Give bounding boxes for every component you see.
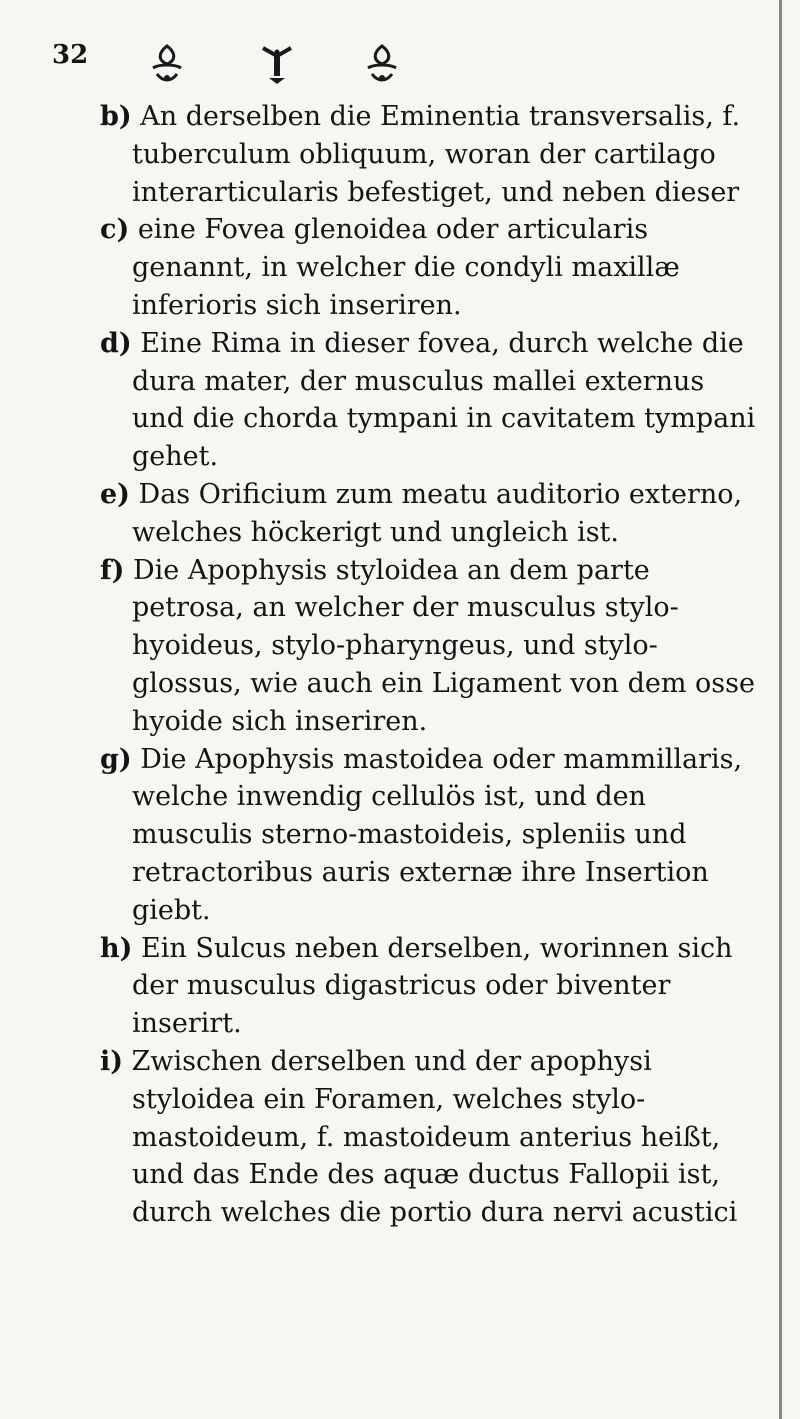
list-item bbox=[100, 552, 760, 741]
item-text: Das Orificium zum meatu auditorio externo, welches höckerigt und ungleich ist. bbox=[132, 478, 743, 548]
list-item bbox=[100, 476, 760, 552]
item-letter: b) bbox=[100, 101, 132, 132]
item-text: Eine Rima in dieser fovea, durch welche die dura mater, der musculus mallei externus und die chorda tympani in cavitatem tympani gehet. bbox=[132, 327, 756, 473]
item-letter: f) bbox=[100, 554, 125, 586]
page-number: 32 bbox=[52, 40, 89, 70]
page-header bbox=[52, 40, 752, 90]
item-text: eine Fovea glenoidea oder articularis genannt, in welcher die condyli maxillæ inferioris sich inseriren. bbox=[132, 214, 680, 321]
fleuron-icon bbox=[362, 42, 402, 86]
item-letter: c) bbox=[100, 214, 130, 246]
item-text: Die Apophysis styloidea an dem parte petrosa, an welcher der musculus stylo-hyoideus, stylo-pharyngeus, und stylo-glossus, wie auch ein Ligament von dem osse hyoide sich inseriren. bbox=[132, 554, 755, 737]
item-text: Ein Sulcus neben derselben, worinnen sich der musculus digastricus oder biventer inserirt. bbox=[132, 932, 733, 1040]
item-text: Die Apophysis mastoidea oder mammillaris, welche inwendig cellulös ist, und den musculis sterno-mastoideis, spleniis und retractoribus auris externæ ihre Insertion giebt. bbox=[132, 743, 743, 926]
item-letter: e) bbox=[100, 478, 130, 510]
list-item bbox=[100, 98, 760, 211]
fleuron-icon bbox=[257, 42, 297, 86]
item-text: An derselben die Eminentia transversalis, f. tuberculum obliquum, woran der cartilago interarticularis befestiget, und neben dieser bbox=[132, 101, 741, 208]
list-item bbox=[100, 741, 760, 930]
item-letter: g) bbox=[100, 743, 132, 775]
item-letter: i) bbox=[100, 1045, 124, 1077]
list-item bbox=[100, 1043, 760, 1232]
fleuron-icon bbox=[147, 42, 187, 86]
list-item bbox=[100, 211, 760, 324]
page-edge bbox=[779, 0, 782, 1419]
body-text bbox=[100, 98, 760, 1232]
list-item bbox=[100, 325, 760, 476]
item-text: Zwischen derselben und der apophysi styloidea ein Foramen, welches stylo-mastoideum, f. mastoideum anterius heißt, und das Ende des aquæ ductus Fallopii ist, durch welches die portio dura nervi acustici bbox=[131, 1045, 738, 1229]
item-letter: h) bbox=[100, 932, 133, 964]
list-item bbox=[100, 930, 760, 1043]
item-letter: d) bbox=[100, 327, 132, 359]
